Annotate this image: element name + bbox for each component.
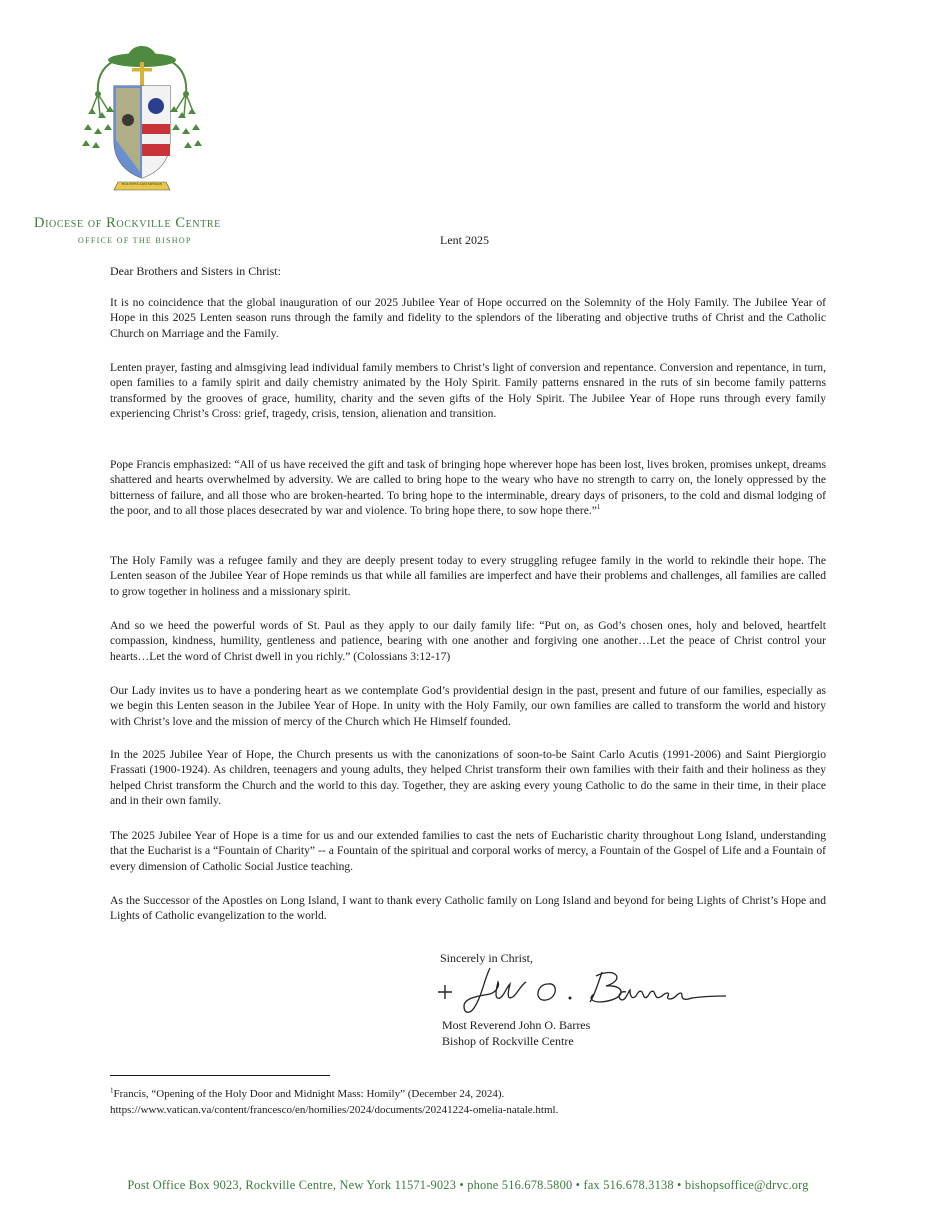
diocese-name: Diocese of Rockville Centre <box>34 215 221 231</box>
footnote-citation-text: Francis, “Opening of the Holy Door and Midnight Mass: Homily” (December 24, 2024). <box>113 1088 505 1100</box>
footnote-citation <box>110 1087 826 1103</box>
signature <box>430 962 730 1020</box>
salutation: Dear Brothers and Sisters in Christ: <box>110 264 281 278</box>
paragraph-2: Lenten prayer, fasting and almsgiving lead individual family members to Christ’s light of conversion and repentance. Conversion and repentance, in turn, open families to a family spirit and daily chemistry animated by the Holy Spirit. Family patterns ensnared in the ruts of sin become family patterns transformed by the grooves of grace, humility, charity and the seven gifts of the Holy Spirit. The Jubilee Year of Hope runs through every family experiencing Christ’s Cross: grief, tragedy, crisis, tension, alienation and transition. <box>110 361 826 420</box>
signature-text: + John O. Barres <box>430 962 437 963</box>
office-line: OFFICE OF THE BISHOP <box>78 236 192 245</box>
paragraph-8: The 2025 Jubilee Year of Hope is a time for us and our extended families to cast the nets of Eucharistic charity throughout Long Island, understanding that the Eucharist is a “Fountain of Charity” -- a Fountain of the spiritual and corporal works of mercy, a Fountain of the Gospel of Life and a Fountain of every dimension of Catholic Social Justice teaching. <box>110 829 826 873</box>
footnote <box>110 1087 826 1118</box>
footnote-ref: 1 <box>596 503 601 512</box>
paragraph-9: As the Successor of the Apostles on Long Island, I want to thank every Catholic family on Long Island and beyond for being Lights of Christ’s Hope and Lights of Catholic evangelization to the world. <box>110 894 826 923</box>
paragraph-7: In the 2025 Jubilee Year of Hope, the Church presents us with the canonizations of soon-to-be Saint Carlo Acutis (1991-2006) and Saint Piergiorgio Frassati (1900-1924). As children, teenagers and young adults, they helped Christ transform their own families with their faith and their holiness as they helped Christ transform the Church and the world to this day. Together, they are asking every young Catholic to do the same in their time, in their place and in their own family. <box>110 748 826 807</box>
paragraph-1: It is no coincidence that the global inauguration of our 2025 Jubilee Year of Hope occurred on the Solemnity of the Holy Family. The Jubilee Year of Hope in this 2025 Lenten season runs through the family and fidelity to the splendors of the liberating and objective truths of Christ and the Catholic Church on Marriage and the Family. <box>110 296 826 340</box>
paragraph-3-text: Pope Francis emphasized: “All of us have received the gift and task of bringing hope wherever hope has been lost, lives broken, promises unkept, dreams shattered and hearts overwhelmed by adversity. We are called to bring hope to the weary who have no strength to carry on, the lonely oppressed by the bitterness of failure, and all those who are broken-hearted. To bring hope to the interminable, dreary days of prisoners, to the cold and dismal lodging of the poor, and to all those places desecrated by war and violence. To bring hope there, to sow hope there.” <box>110 458 826 517</box>
letter-date: Lent 2025 <box>440 233 489 247</box>
footnote-url[interactable]: https://www.vatican.va/content/francesco/en/homilies/2024/documents/20241224-omelia-natale.html. <box>110 1103 559 1116</box>
paragraph-6: Our Lady invites us to have a pondering heart as we contemplate God’s providential design in the past, present and future of our families, especially as we begin this Lenten season in the Jubilee Year of Hope. In unity with the Holy Family, our own families are called to transform the world and history with Christ’s love and the mission of mercy of the Church which He Himself founded. <box>110 684 826 728</box>
coat-of-arms-icon <box>82 44 202 196</box>
footnote-marker: 1 <box>110 1086 114 1095</box>
closing: Sincerely in Christ, <box>440 951 533 965</box>
footer-contact: Post Office Box 9023, Rockville Centre, New York 11571-9023 • phone 516.678.5800 • fax 516.678.3138 • bishopsoffice@drvc.org <box>127 1178 809 1192</box>
crest-motto: HOLINESS AND MISSION <box>121 182 163 186</box>
paragraph-5: And so we heed the powerful words of St. Paul as they apply to our daily family life: “Put on, as God’s chosen ones, holy and beloved, heartfelt compassion, kindness, humility, gentleness and patience, bearing with one another and forgiving one another…Let the peace of Christ control your hearts…Let the word of Christ dwell in you richly.” (Colossians 3:12-17) <box>110 619 826 663</box>
signer-title: Bishop of Rockville Centre <box>442 1034 574 1048</box>
footnote-divider <box>110 1075 330 1076</box>
paragraph-4: The Holy Family was a refugee family and they are deeply present today to every struggling refugee family in the world to rekindle their hope. The Lenten season of the Jubilee Year of Hope reminds us that while all families are imperfect and have their problems and challenges, all families are called to grow together in holiness and a missionary spirit. <box>110 554 826 598</box>
paragraph-3 <box>110 457 826 518</box>
signer-name: Most Reverend John O. Barres <box>442 1018 591 1032</box>
